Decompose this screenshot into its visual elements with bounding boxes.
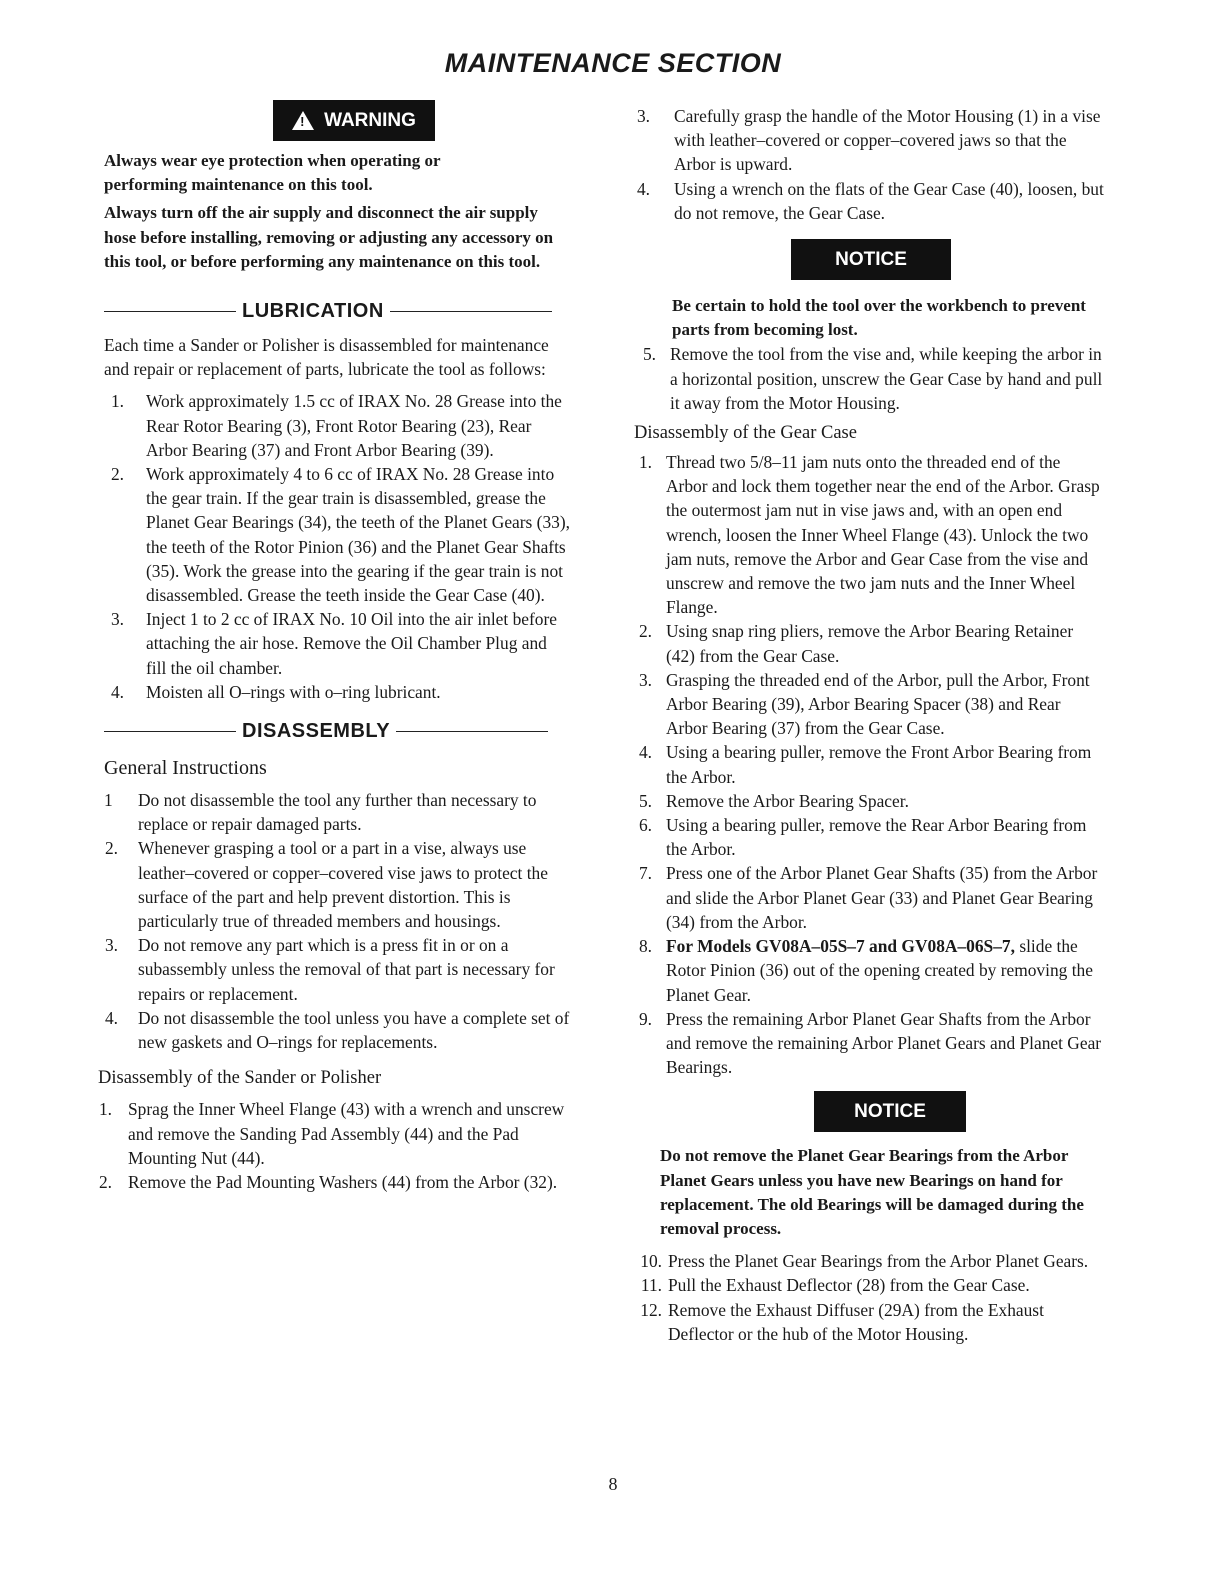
sander-disassembly-steps	[98, 1097, 570, 1194]
list-item: 3. Carefully grasp the handle of the Motor Housing (1) in a vise with leather–covered or copper–covered jaws so that the Arbor is upward.	[636, 106, 1101, 175]
list-item: 1. Sprag the Inner Wheel Flange (43) with a wrench and unscrew and remove the Sanding Pad Assembly (44) and the Pad Mounting Nut (44).	[98, 1099, 565, 1168]
list-item: 5. Remove the Arbor Bearing Spacer.	[638, 790, 909, 811]
notice-badge-2: NOTICE	[814, 1091, 966, 1132]
page-number: 8	[608, 1474, 618, 1494]
left-column	[98, 100, 570, 1194]
sander-disassembly-heading: Disassembly of the Sander or Polisher	[98, 1068, 382, 1089]
warning-badge-label: WARNING	[324, 109, 416, 131]
sander-disassembly-steps-continued	[634, 104, 1104, 225]
list-item: 2. Whenever grasping a tool or a part in a vise, always use leather–covered or copper–covered vise jaws to protect the surface of the part and help prevent distortion. This is particularly true of threaded members and housings.	[104, 838, 548, 932]
warning-text-2: Always turn off the air supply and disconnect the air supply hose before installing, removing or adjusting any accessory on this tool, or before performing any maintenance on this tool.	[104, 203, 554, 271]
list-item: 8. For Models GV08A–05S–7 and GV08A–06S–7, slide the Rotor Pinion (36) out of the opening created by removing the Planet Gear.	[638, 936, 1093, 1005]
page-title: MAINTENANCE SECTION	[444, 48, 782, 78]
gear-case-disassembly-heading: Disassembly of the Gear Case	[634, 423, 857, 444]
list-item: 9. Press the remaining Arbor Planet Gear Shafts from the Arbor and remove the remaining Arbor Planet Gears and Planet Gear Bearings.	[638, 1008, 1102, 1078]
general-instructions-steps	[104, 788, 570, 1054]
list-item: 3. Inject 1 to 2 cc of IRAX No. 10 Oil into the air inlet before attaching the air hose. Remove the Oil Chamber Plug and fill the oil chamber.	[110, 609, 557, 678]
disassembly-heading	[104, 720, 570, 743]
right-column	[634, 100, 1104, 1346]
disassembly-heading-label: DISASSEMBLY	[242, 720, 391, 743]
list-item: 11. Pull the Exhaust Deflector (28) from the Gear Case.	[640, 1275, 1030, 1296]
list-item: 3. Do not remove any part which is a press fit in or on a subassembly unless the removal of that part is necessary for repairs or replacement.	[104, 935, 555, 1004]
model-note: For Models GV08A–05S–7 and GV08A–06S–7,	[666, 936, 1015, 957]
list-item: 7. Press one of the Arbor Planet Gear Shafts (35) from the Arbor and slide the Arbor Planet Gear (33) and Planet Gear Bearing (34) from the Arbor.	[638, 863, 1098, 932]
list-item: 2. Work approximately 4 to 6 cc of IRAX No. 28 Grease into the gear train. If the gear train is disassembled, grease the Planet Gear Bearings (34), the teeth of the Planet Gears (33), the teeth of the Rotor Pinion (36) and the Planet Gear Shafts (35). Work the grease into the gearing if the gear train is not disassembled. Grease the teeth inside the Gear Case (40).	[110, 464, 570, 606]
lubrication-intro: Each time a Sander or Polisher is disassembled for maintenance and repair or replacement of parts, lubricate the tool as follows:	[104, 335, 549, 380]
list-item: 4. Do not disassemble the tool unless you have a complete set of new gaskets and O–rings for replacements.	[104, 1007, 570, 1053]
list-item: 12. Remove the Exhaust Diffuser (29A) from the Exhaust Deflector or the hub of the Motor Housing.	[640, 1299, 1044, 1344]
list-item: 4. Using a bearing puller, remove the Front Arbor Bearing from the Arbor.	[638, 742, 1092, 787]
list-item: 5. Remove the tool from the vise and, while keeping the arbor in a horizontal position, unscrew the Gear Case by hand and pull it away from the Motor Housing.	[642, 344, 1103, 413]
list-item: 2. Remove the Pad Mounting Washers (44) from the Arbor (32).	[98, 1171, 558, 1192]
notice-badge-1-wrap	[634, 239, 1104, 280]
warning-badge-wrap	[130, 100, 570, 141]
gear-case-steps	[634, 450, 1104, 1079]
warning-badge	[273, 100, 435, 141]
notice-badge-2-wrap	[634, 1091, 1104, 1132]
lubrication-steps	[104, 389, 570, 704]
warning-triangle-icon	[292, 111, 314, 130]
lubrication-heading	[104, 300, 570, 323]
general-instructions-heading: General Instructions	[104, 757, 267, 780]
list-item: 1. Work approximately 1.5 cc of IRAX No. 28 Grease into the Rear Rotor Bearing (3), Front Rotor Bearing (23), Rear Arbor Bearing (37) and Front Arbor Bearing (39).	[110, 391, 562, 460]
list-item: 1 Do not disassemble the tool any further than necessary to replace or repair damaged parts.	[104, 790, 537, 835]
notice-text-1: Be certain to hold the tool over the workbench to prevent parts from becoming lost.	[672, 296, 1086, 340]
lubrication-heading-label: LUBRICATION	[242, 300, 384, 323]
notice-badge-1: NOTICE	[791, 239, 951, 280]
gear-case-steps-continued	[634, 1249, 1104, 1346]
list-item: 1. Thread two 5/8–11 jam nuts onto the threaded end of the Arbor and lock them together near the end of the Arbor. Grasp the outermost jam nut in vise jaws and, with an open end wrench, loosen the Inner Wheel Flange (43). Unlock the two jam nuts, remove the Arbor and Gear Case from the vise and unscrew and remove the two jam nuts and the Inner Wheel Flange.	[638, 452, 1100, 618]
list-item: 4. Moisten all O–rings with o–ring lubricant.	[110, 681, 441, 702]
list-item: 4. Using a wrench on the flats of the Gear Case (40), loosen, but do not remove, the Gear Case.	[636, 178, 1104, 223]
sander-step-5	[634, 342, 1104, 415]
list-item: 2. Using snap ring pliers, remove the Arbor Bearing Retainer (42) from the Gear Case.	[638, 621, 1074, 666]
warning-text-1: Always wear eye protection when operating or performing maintenance on this tool.	[104, 151, 441, 195]
list-item: 6. Using a bearing puller, remove the Rear Arbor Bearing from the Arbor.	[638, 815, 1087, 860]
list-item: 3. Grasping the threaded end of the Arbor, pull the Arbor, Front Arbor Bearing (39), Arbor Bearing Spacer (38) and Rear Arbor Bearing (37) from the Gear Case.	[638, 669, 1090, 739]
list-item: 10. Press the Planet Gear Bearings from the Arbor Planet Gears.	[640, 1251, 1089, 1272]
notice-text-2: Do not remove the Planet Gear Bearings from the Arbor Planet Gears unless you have new Bearings on hand for replacement. The old Bearings will be damaged during the removal process.	[660, 1146, 1084, 1238]
